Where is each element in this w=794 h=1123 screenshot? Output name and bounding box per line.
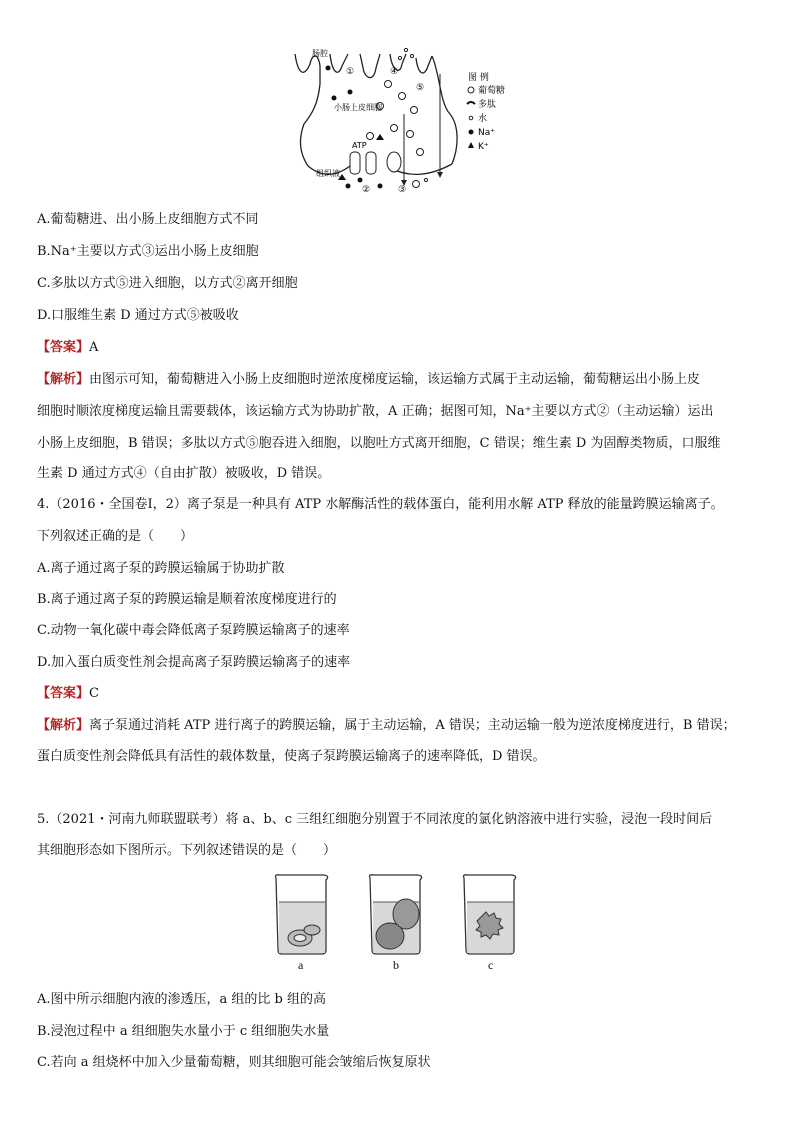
q4-stem-line-1: 4.（2016・全国卷Ⅰ，2）离子泵是一种具有 ATP 水解酶活性的载体蛋白，能利用水解 ATP 释放的能量跨膜运输离子。 (37, 497, 724, 512)
q3-analysis-line-1 (37, 372, 700, 388)
q3-analysis-tag: 【解析】 (37, 372, 90, 387)
q3-option-a: A.葡萄糖进、出小肠上皮细胞方式不同 (37, 212, 259, 227)
q4-analysis-line-2: 蛋白质变性剂会降低具有活性的载体数量，使离子泵跨膜运输离子的速率降低，D 错误。 (37, 749, 546, 764)
q5-stem-line-2: 其细胞形态如下图所示。下列叙述错误的是（ ） (37, 843, 337, 858)
q4-analysis-line-1 (37, 718, 736, 734)
legend-k: K⁺ (478, 142, 489, 152)
label-atp: ATP (352, 141, 367, 150)
beaker-c-label: c (488, 958, 494, 972)
legend-title: 图 例 (468, 73, 489, 83)
q4-answer-value: C (89, 686, 99, 701)
q3-answer-value: A (89, 340, 99, 355)
beaker-a (272, 872, 332, 956)
beaker-b-svg (366, 872, 426, 956)
q4-analysis-text-1: 离子泵通过消耗 ATP 进行离子的跨膜运输，属于主动运输，A 错误；主动运输一般为逆浓度梯度进行，B 错误； (89, 718, 736, 733)
legend-na-icon (469, 130, 474, 135)
mark-3: ③ (398, 185, 407, 195)
beaker-b (366, 872, 426, 956)
q4-option-a: A.离子通过离子泵的跨膜运输属于协助扩散 (37, 561, 285, 576)
q5-option-a: A.图中所示细胞内液的渗透压，a 组的比 b 组的高 (37, 992, 326, 1007)
label-cell: 小肠上皮细胞 (334, 103, 382, 112)
q4-analysis-tag: 【解析】 (37, 718, 90, 733)
q4-option-b: B.离子通过离子泵的跨膜运输是顺着浓度梯度进行的 (37, 592, 337, 607)
q3-option-b: B.Na⁺主要以方式③运出小肠上皮细胞 (37, 244, 259, 259)
legend-peptide-icon (467, 102, 475, 104)
mark-5: ⑤ (416, 83, 425, 93)
mark-2: ② (362, 185, 371, 195)
legend-na: Na⁺ (478, 128, 495, 138)
mark-1: ① (346, 67, 355, 77)
beaker-b-label: b (393, 958, 399, 972)
q4-answer (37, 686, 99, 702)
q4-option-d: D.加入蛋白质变性剂会提高离子泵跨膜运输离子的速率 (37, 655, 351, 670)
legend-glucose-icon (468, 87, 474, 93)
q3-answer (37, 340, 98, 356)
q5-option-c: C.若向 a 组烧杯中加入少量葡萄糖，则其细胞可能会皱缩后恢复原状 (37, 1055, 431, 1070)
q4-option-c: C.动物一氧化碳中毒会降低离子泵跨膜运输离子的速率 (37, 623, 350, 638)
q3-analysis-text-1: 由图示可知，葡萄糖进入小肠上皮细胞时逆浓度梯度运输，该运输方式属于主动运输，葡萄糖运出小肠上皮 (89, 372, 701, 387)
q3-option-c: C.多肽以方式⑤进入细胞，以方式②离开细胞 (37, 276, 298, 291)
label-intestine: 肠腔 (312, 49, 328, 58)
q3-analysis-line-2: 细胞时顺浓度梯度运输且需要载体，该运输方式为协助扩散，A 正确；据图可知，Na⁺主要以方式②（主动运输）运出 (37, 404, 714, 419)
legend-glucose: 葡萄糖 (478, 86, 506, 96)
legend-water: 水 (478, 114, 488, 124)
legend-water-icon (469, 116, 473, 120)
q5-option-b: B.浸泡过程中 a 组细胞失水量小于 c 组细胞失水量 (37, 1024, 330, 1039)
q3-analysis-line-3: 小肠上皮细胞，B 错误；多肽以方式⑤胞吞进入细胞，以胞吐方式离开细胞，C 错误；维生素 D 为固醇类物质，口服维 (37, 436, 721, 451)
transport-diagram (290, 44, 510, 196)
transport-diagram-svg (290, 44, 510, 196)
q3-answer-tag: 【答案】 (37, 340, 90, 355)
q4-answer-tag: 【答案】 (37, 686, 90, 701)
legend-peptide: 多肽 (478, 100, 497, 110)
q3-option-d: D.口服维生素 D 通过方式⑤被吸收 (37, 308, 239, 323)
beaker-c-svg (460, 872, 520, 956)
label-tissue: 组织液 (316, 169, 340, 178)
mark-4: ④ (390, 67, 399, 77)
q5-stem-line-1: 5.（2021・河南九师联盟联考）将 a、b、c 三组红细胞分别置于不同浓度的氯化钠溶液中进行实验，浸泡一段时间后 (37, 812, 713, 827)
q4-stem-line-2: 下列叙述正确的是（ ） (37, 529, 194, 544)
legend-k-icon (468, 142, 474, 148)
beaker-c (460, 872, 520, 956)
beaker-a-label: a (298, 958, 304, 972)
q3-analysis-line-4: 生素 D 通过方式④（自由扩散）被吸收，D 错误。 (37, 466, 331, 481)
beaker-a-svg (272, 872, 332, 956)
